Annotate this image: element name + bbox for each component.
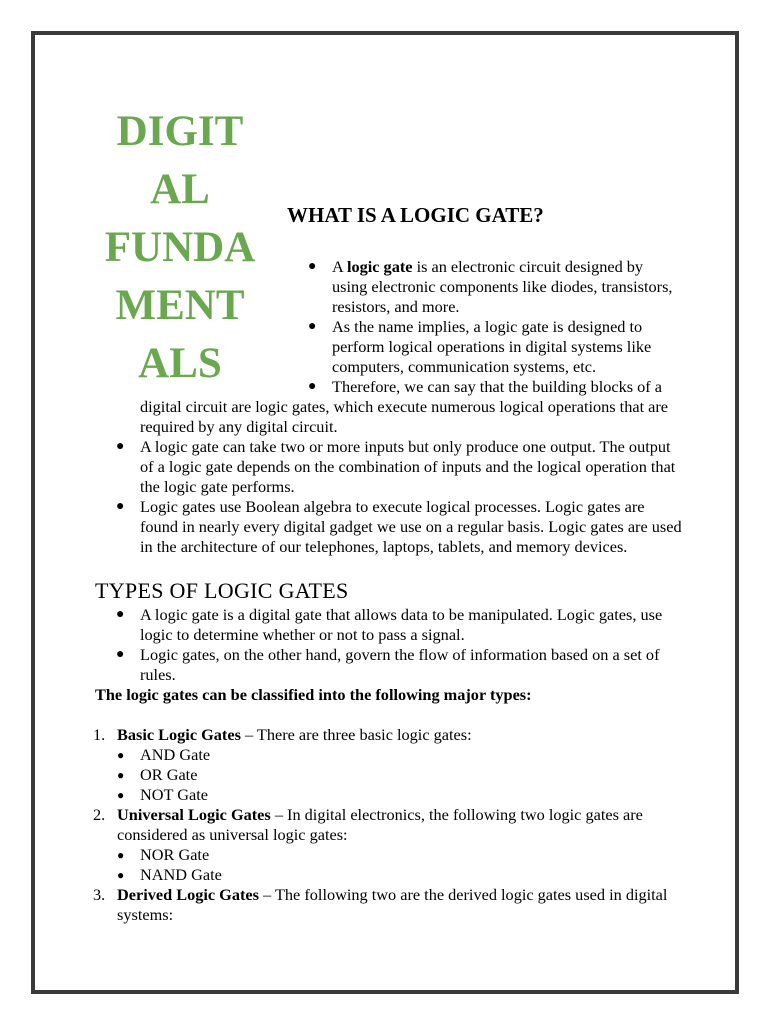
bullet-icon: ● — [308, 379, 317, 394]
item-title: Universal Logic Gates — [117, 805, 271, 824]
sub-list-item — [117, 785, 685, 805]
bullet-icon: ● — [117, 868, 125, 882]
bullet-continuation-text: digital circuit are logic gates, which execute numerous logical operations that are required by any digital circuit. — [140, 397, 669, 436]
bold-term: logic gate — [346, 257, 413, 276]
gate-types-numbered-list — [93, 725, 685, 925]
sub-item-text: OR Gate — [140, 765, 198, 784]
bullet-text: Logic gates, on the other hand, govern the flow of information based on a set of rules. — [140, 645, 660, 684]
sub-list — [117, 845, 685, 885]
numbered-item-basic — [93, 725, 685, 805]
bullet-icon: ● — [117, 768, 125, 782]
bullet-text: A logic gate is a digital gate that allows data to be manipulated. Logic gates, use logic to determine whether or not to pass a signal. — [140, 605, 663, 644]
sub-list-item — [117, 865, 685, 885]
sub-list-item — [117, 845, 685, 865]
item-title: Derived Logic Gates — [117, 885, 259, 904]
bullet-icon: ● — [117, 748, 125, 762]
list-item — [116, 645, 685, 685]
list-item — [308, 317, 682, 377]
cover-title-line: AL — [150, 166, 210, 213]
logic-gate-bullet-list-continued — [116, 437, 685, 557]
list-number: 3. — [93, 885, 106, 904]
cover-title-line: DIGIT — [116, 108, 244, 155]
bullet-text: Logic gates use Boolean algebra to execute logical processes. Logic gates are found in nearly every digital gadget we use on a regular basis. Logic gates are used in the architecture of our telephones, laptops, tablets, and memory devices. — [140, 497, 682, 556]
list-item — [308, 257, 682, 317]
bullet-text: A — [332, 257, 347, 276]
section-heading-types-of-logic-gates: TYPES OF LOGIC GATES — [95, 578, 349, 603]
list-item — [116, 437, 685, 497]
sub-item-text: NOR Gate — [140, 845, 210, 864]
item-title: Basic Logic Gates — [117, 725, 241, 744]
sub-list — [117, 745, 685, 805]
bullet-icon: ● — [117, 848, 125, 862]
cover-title-line: MENT — [115, 282, 245, 329]
bullet-icon: ● — [116, 607, 125, 622]
list-number: 1. — [93, 725, 106, 744]
types-bullet-list — [116, 605, 685, 685]
numbered-item-derived — [93, 885, 685, 925]
bullet-icon: ● — [117, 788, 125, 802]
bullet-text: Therefore, we can say that the building blocks of a — [332, 377, 663, 396]
sub-list-item — [117, 745, 685, 765]
sub-item-text: NOT Gate — [140, 785, 208, 804]
sub-item-text: NAND Gate — [140, 865, 222, 884]
sub-list-item — [117, 765, 685, 785]
bullet-icon: ● — [116, 439, 125, 454]
item-text: – The following two are the derived logic gates used in digital systems: — [117, 885, 668, 924]
item-text: – There are three basic logic gates: — [240, 725, 472, 744]
bullet-icon: ● — [308, 259, 317, 274]
list-number: 2. — [93, 805, 106, 824]
bullet-icon: ● — [116, 647, 125, 662]
bullet-text: As the name implies, a logic gate is designed to perform logical operations in digital systems like computers, communication systems, etc. — [332, 317, 652, 376]
bullet-text: A logic gate can take two or more inputs but only produce one output. The output of a logic gate depends on the combination of inputs and the logical operation that the logic gate performs. — [140, 437, 676, 496]
list-item — [308, 377, 682, 397]
sub-item-text: AND Gate — [140, 745, 211, 764]
classification-statement: The logic gates can be classified into the following major types: — [95, 685, 532, 704]
list-item — [116, 605, 685, 645]
numbered-item-universal — [93, 805, 685, 885]
bullet-icon: ● — [116, 499, 125, 514]
logic-gate-bullet-list — [308, 257, 682, 397]
cover-title-line: ALS — [138, 340, 222, 387]
bullet-text: is an electronic circuit designed by using electronic components like diodes, transistors, resistors, and more. — [332, 257, 673, 316]
list-item — [116, 497, 685, 557]
document-page — [31, 31, 739, 994]
cover-title-line: FUNDA — [104, 224, 256, 271]
section-heading-what-is-logic-gate: WHAT IS A LOGIC GATE? — [287, 203, 544, 227]
cover-title — [95, 103, 265, 393]
item-text: – In digital electronics, the following two logic gates are considered as universal logic gates: — [117, 805, 643, 844]
bullet-icon: ● — [308, 319, 317, 334]
